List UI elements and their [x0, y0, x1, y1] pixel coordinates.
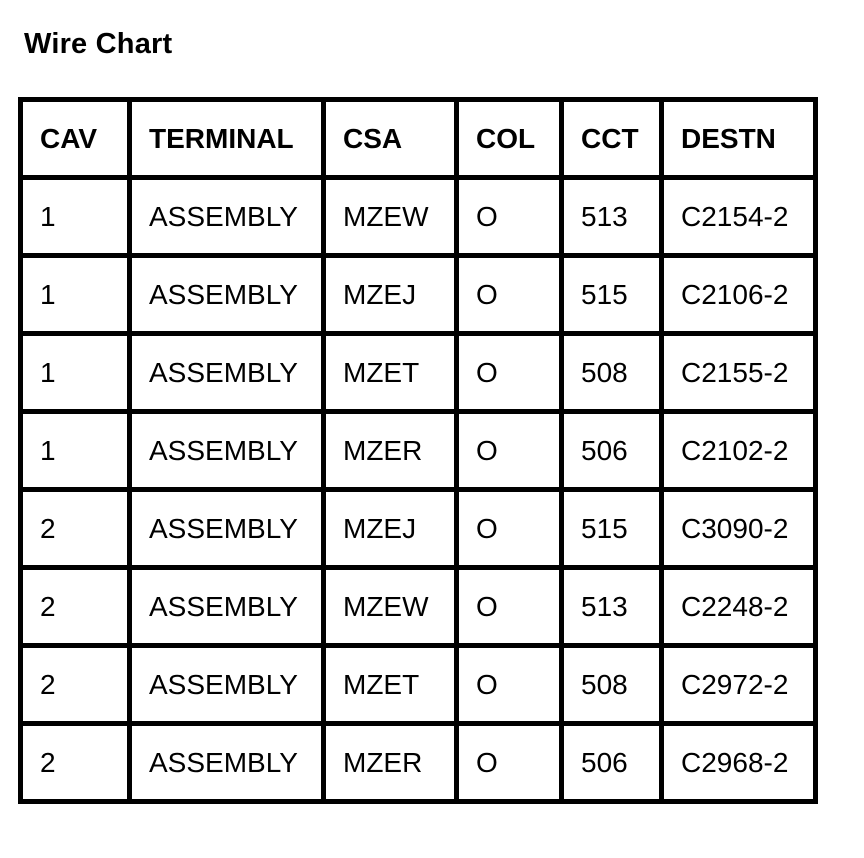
table-cell: 2	[21, 568, 130, 646]
table-cell: O	[457, 256, 562, 334]
table-cell: O	[457, 490, 562, 568]
table-cell: 2	[21, 724, 130, 802]
table-cell: 513	[562, 568, 662, 646]
column-header: CSA	[324, 100, 457, 178]
table-row	[21, 256, 816, 334]
table-row	[21, 178, 816, 256]
table-cell: C2248-2	[662, 568, 816, 646]
column-header: CAV	[21, 100, 130, 178]
table-cell: O	[457, 724, 562, 802]
table-cell: MZEJ	[324, 256, 457, 334]
table-cell: 1	[21, 412, 130, 490]
table-cell: 513	[562, 178, 662, 256]
table-cell: 506	[562, 724, 662, 802]
wire-chart-table	[18, 97, 818, 804]
table-cell: MZEW	[324, 568, 457, 646]
table-row	[21, 490, 816, 568]
column-header: COL	[457, 100, 562, 178]
table-cell: O	[457, 334, 562, 412]
table-header-row	[21, 100, 816, 178]
table-body	[21, 178, 816, 802]
table-cell: ASSEMBLY	[130, 334, 324, 412]
table-cell: 515	[562, 490, 662, 568]
table-cell: MZET	[324, 334, 457, 412]
table-cell: MZEW	[324, 178, 457, 256]
table-row	[21, 334, 816, 412]
table-cell: ASSEMBLY	[130, 646, 324, 724]
page-title: Wire Chart	[24, 28, 173, 60]
table-cell: ASSEMBLY	[130, 490, 324, 568]
table-cell: MZET	[324, 646, 457, 724]
table-row	[21, 724, 816, 802]
table-cell: 508	[562, 646, 662, 724]
table-cell: MZEJ	[324, 490, 457, 568]
table-cell: ASSEMBLY	[130, 568, 324, 646]
table-cell: O	[457, 412, 562, 490]
table-cell: ASSEMBLY	[130, 256, 324, 334]
column-header: CCT	[562, 100, 662, 178]
table-cell: 2	[21, 646, 130, 724]
table-cell: 506	[562, 412, 662, 490]
table-cell: O	[457, 568, 562, 646]
table-cell: O	[457, 646, 562, 724]
table-cell: C2968-2	[662, 724, 816, 802]
column-header: DESTN	[662, 100, 816, 178]
table-cell: ASSEMBLY	[130, 178, 324, 256]
table-row	[21, 568, 816, 646]
table-cell: 1	[21, 256, 130, 334]
table-cell: C3090-2	[662, 490, 816, 568]
table-cell: C2154-2	[662, 178, 816, 256]
table-cell: MZER	[324, 724, 457, 802]
table-cell: C2972-2	[662, 646, 816, 724]
table-cell: C2155-2	[662, 334, 816, 412]
table-row	[21, 646, 816, 724]
table-cell: 515	[562, 256, 662, 334]
table-cell: C2102-2	[662, 412, 816, 490]
table-cell: 1	[21, 334, 130, 412]
table-cell: 2	[21, 490, 130, 568]
table-cell: MZER	[324, 412, 457, 490]
table-cell: 508	[562, 334, 662, 412]
table-cell: C2106-2	[662, 256, 816, 334]
column-header: TERMINAL	[130, 100, 324, 178]
table-cell: ASSEMBLY	[130, 724, 324, 802]
table-cell: O	[457, 178, 562, 256]
table-cell: ASSEMBLY	[130, 412, 324, 490]
table-cell: 1	[21, 178, 130, 256]
table-row	[21, 412, 816, 490]
